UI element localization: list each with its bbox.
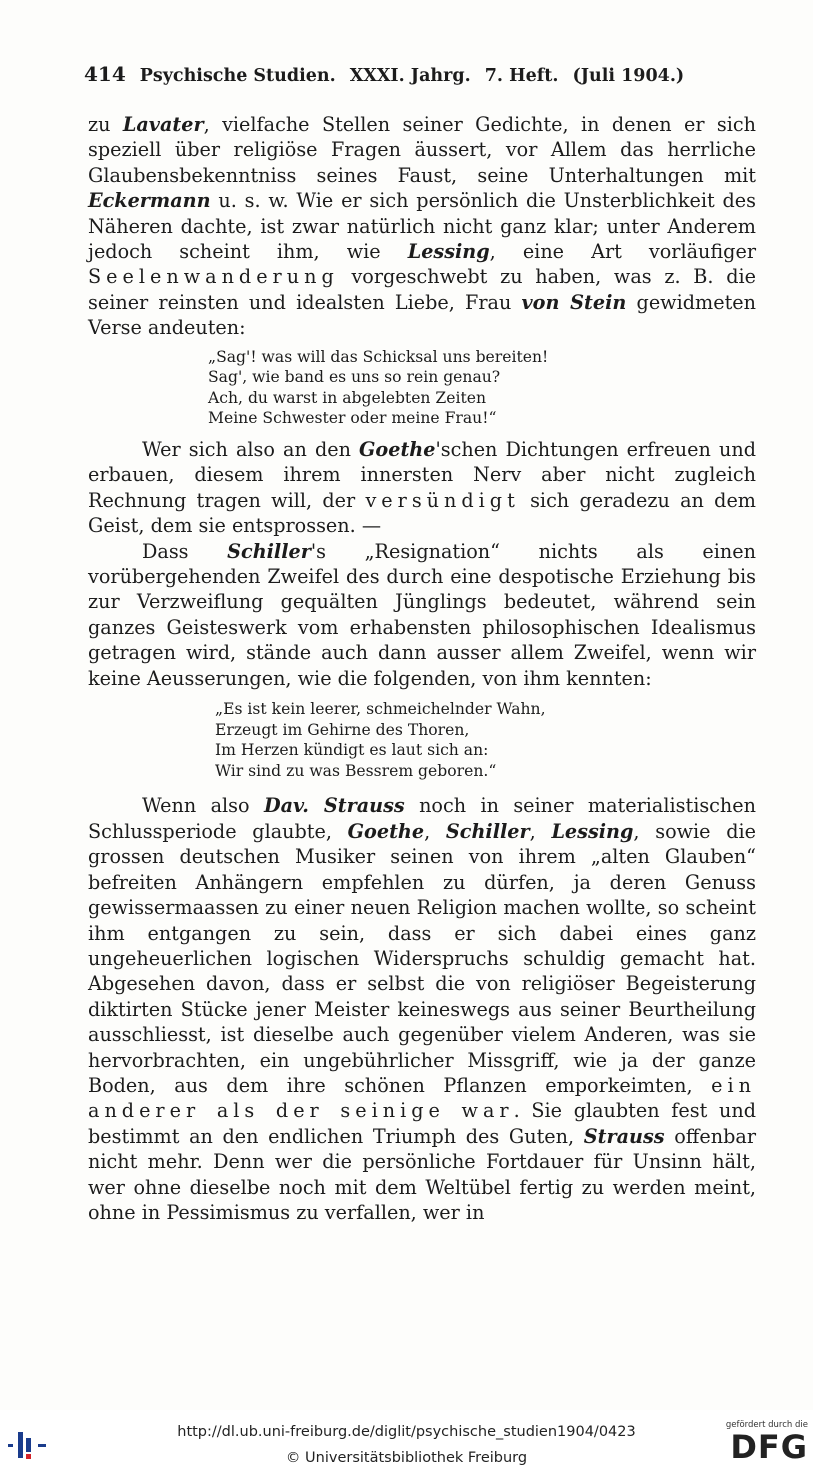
- copyright-notice: © Universitätsbibliothek Freiburg: [285, 1450, 528, 1466]
- dfg-tagline: gefördert durch die: [725, 1420, 808, 1430]
- poem-line: Sag', wie band es uns so rein genau?: [208, 368, 501, 387]
- name-strauss: Dav. Strauss: [263, 794, 405, 818]
- spaced-emphasis: Seelenwanderung: [88, 265, 339, 289]
- running-title: Psychische Studien.: [139, 66, 336, 86]
- name-goethe: Goethe: [347, 819, 425, 843]
- date-label: (Juli 1904.): [572, 66, 685, 86]
- paragraph-4: Wenn also Dav. Strauss noch in seiner materialistischen Schlussperiode glaubte, Goethe, Schiller, Lessing, sowie die grossen deutschen Musiker seinen von ihrem „alten Glauben“ befreiten Anhängern empfehlen zu dürfen, ja deren Genuss gewissermaassen zu einer neuen Religion machen wollte, so scheint ihm entgangen zu sein, dass er sich dabei eines ganz ungeheuerlichen logischen Widerspruchs schuldig gemacht hat. Abgesehen davon, dass er selbst die von religiöser Begeisterung diktirten Stücke jener Meister keineswegs aus seiner Beurtheilung ausschliesst, ist dieselbe auch gegenüber vielem Anderen, was sie hervorbrachten, ein ungebührlicher Missgriff, wie ja der ganze Boden, aus dem ihre schönen Pflanzen emporkeimten, ein anderer als der seinige war. Sie glaubten fest und bestimmt an den endlichen Triumph des Guten, Strauss offenbar nicht mehr. Denn wer die persönliche Fortdauer für Unsinn hält, wer ohne dieselbe noch mit dem Weltübel fertig zu werden meint, ohne in Pessimismus zu verfallen, wer in: [88, 794, 757, 1224]
- poem-line: Wir sind zu was Bessrem geboren.“: [215, 761, 497, 780]
- name-lessing: Lessing: [551, 819, 634, 843]
- spaced-emphasis: ein anderer als der seinige war: [88, 1073, 756, 1123]
- name-lessing: Lessing: [407, 240, 490, 264]
- poem-line: Ach, du warst in abgelebten Zeiten: [208, 388, 487, 407]
- paragraph-2: Wer sich also an den Goethe'schen Dichtungen erfreuen und erbauen, diesem ihrem innersten Nerv aber nicht zugleich Rechnung tragen will, der versündigt sich geradezu an dem Geist, dem sie entsprossen. —: [88, 438, 756, 538]
- viewer-footer: [0, 1410, 813, 1473]
- poem-goethe: [208, 347, 756, 429]
- page-number: 414: [84, 62, 126, 86]
- paragraph-1: zu Lavater, vielfache Stellen seiner Gedichte, in denen er sich speziell über religiöse Fragen äussert, vor Allem das herrliche Glaubensbekenntniss seines Faust, seine Unterhaltungen mit Eckermann u. s. w. Wie er sich persönlich die Unsterblichkeit des Näheren dachte, ist zwar natürlich nicht ganz klar; unter Anderem jedoch scheint ihm, wie Lessing, eine Art vorläufiger Seelenwanderung vorgeschwebt zu haben, was z. B. die seiner reinsten und idealsten Liebe, Frau von Stein gewidmeten Verse andeuten:: [88, 113, 756, 340]
- dfg-logo: [716, 1420, 808, 1470]
- name-schiller: Schiller: [445, 819, 530, 843]
- name-schiller: Schiller: [227, 539, 311, 563]
- permalink-url[interactable]: http://dl.ub.uni-freiburg.de/diglit/psychische_studien1904/0423: [177, 1424, 636, 1440]
- name-strauss: Strauss: [583, 1124, 665, 1148]
- running-header: [84, 62, 746, 90]
- spaced-emphasis: versündigt: [365, 488, 520, 512]
- poem-line: „Sag'! was will das Schicksal uns bereiten!: [208, 347, 549, 366]
- paragraph-3: Dass Schiller's „Resignation“ nichts als einen vorübergehenden Zweifel des durch eine despotische Erziehung bis zur Verzweiflung gequälten Jünglings bedeutet, während sein ganzes Geisteswerk vom erhabensten philosophischen Idealismus getragen wird, stände auch dann ausser allem Zweifel, wenn wir keine Aeusserungen, wie die folgenden, von ihm kennten:: [88, 539, 756, 690]
- poem-schiller: [215, 699, 756, 781]
- name-von-stein: von Stein: [521, 290, 627, 314]
- dfg-wordmark: DFG: [730, 1428, 808, 1466]
- name-eckermann: Eckermann: [88, 189, 211, 213]
- poem-line: Erzeugt im Gehirne des Thoren,: [215, 720, 470, 739]
- name-goethe: Goethe: [359, 438, 436, 462]
- poem-line: Im Herzen kündigt es laut sich an:: [215, 741, 489, 760]
- issue-label: 7. Heft.: [484, 66, 559, 86]
- name-lavater: Lavater: [122, 113, 204, 136]
- poem-line: „Es ist kein leerer, schmeichelnder Wahn,: [215, 700, 546, 719]
- volume-label: XXXI. Jahrg.: [349, 66, 471, 86]
- poem-line: Meine Schwester oder meine Frau!“: [208, 409, 497, 428]
- body-text: [88, 112, 756, 1225]
